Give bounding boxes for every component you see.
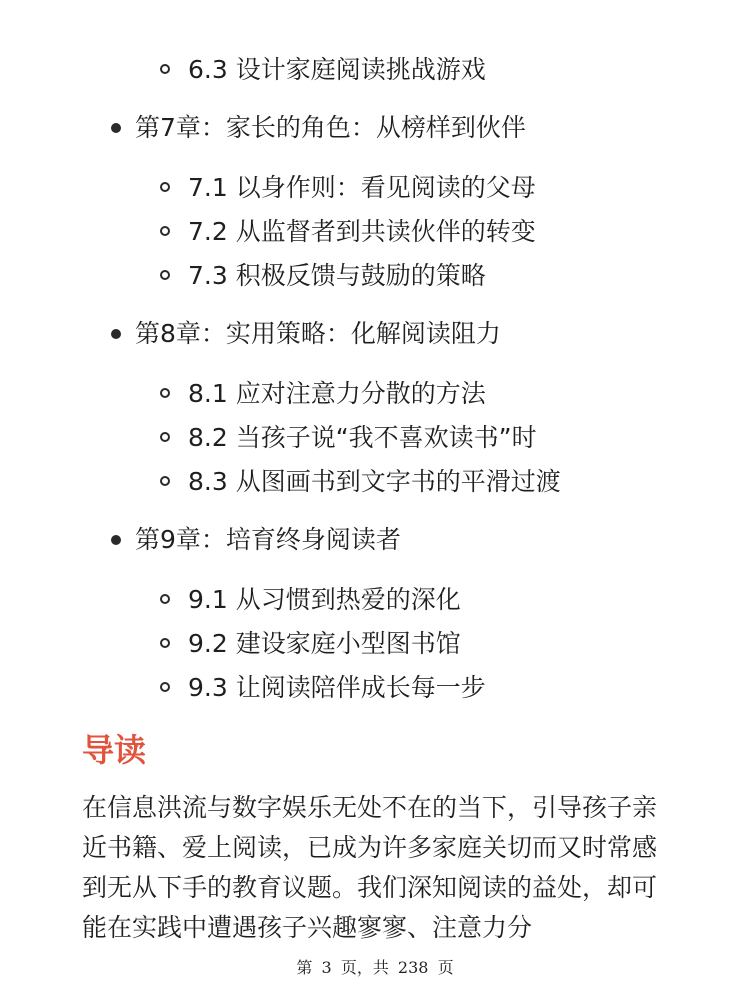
toc-subitem[interactable] xyxy=(0,166,750,210)
hollow-bullet-icon xyxy=(160,64,170,74)
toc-chapter-label: 第9章：培育终身阅读者 xyxy=(135,525,401,554)
toc-subitem-label: 8.3 从图画书到文字书的平滑过渡 xyxy=(188,467,561,496)
footer-mid: 页，共 xyxy=(340,958,389,977)
current-page-number: 3 xyxy=(321,958,332,977)
toc-chapter[interactable] xyxy=(0,518,750,562)
toc-subitem-label: 9.1 从习惯到热爱的深化 xyxy=(188,585,461,614)
hollow-bullet-icon xyxy=(160,432,170,442)
toc-subitem[interactable] xyxy=(0,578,750,622)
hollow-bullet-icon xyxy=(160,594,170,604)
body-paragraph: 在信息洪流与数字娱乐无处不在的当下，引导孩子亲近书籍、爱上阅读，已成为许多家庭关切而又时常感到无从下手的教育议题。我们深知阅读的益处，却可能在实践中遭遇孩子兴趣寥寥、注意力分 xyxy=(82,793,658,942)
toc-subitem-label: 7.1 以身作则：看见阅读的父母 xyxy=(188,173,536,202)
filled-bullet-icon xyxy=(111,329,121,339)
toc-subitem-label: 8.2 当孩子说“我不喜欢读书”时 xyxy=(188,423,537,452)
hollow-bullet-icon xyxy=(160,388,170,398)
hollow-bullet-icon xyxy=(160,476,170,486)
hollow-bullet-icon xyxy=(160,638,170,648)
filled-bullet-icon xyxy=(111,535,121,545)
toc-subitem-label: 6.3 设计家庭阅读挑战游戏 xyxy=(188,55,486,84)
toc-subitem[interactable] xyxy=(0,622,750,666)
section-heading: 导读 xyxy=(82,731,147,769)
filled-bullet-icon xyxy=(111,123,121,133)
toc-chapter[interactable] xyxy=(0,106,750,150)
toc-subitem[interactable] xyxy=(0,210,750,254)
toc-subitem[interactable] xyxy=(0,666,750,710)
toc-subitem-label: 9.2 建设家庭小型图书馆 xyxy=(188,629,461,658)
toc-subitem[interactable] xyxy=(0,460,750,504)
toc-chapter[interactable] xyxy=(0,312,750,356)
toc-subitem-label: 9.3 让阅读陪伴成长每一步 xyxy=(188,673,486,702)
toc-subitem[interactable] xyxy=(0,416,750,460)
toc-subitem-label: 8.1 应对注意力分散的方法 xyxy=(188,379,486,408)
page-footer xyxy=(0,956,750,980)
toc-subitem[interactable] xyxy=(0,254,750,298)
footer-suffix: 页 xyxy=(437,958,454,977)
toc-subitem-label: 7.2 从监督者到共读伙伴的转变 xyxy=(188,217,536,246)
toc-subitem[interactable] xyxy=(0,48,750,92)
toc-subitem-label: 7.3 积极反馈与鼓励的策略 xyxy=(188,261,486,290)
hollow-bullet-icon xyxy=(160,682,170,692)
footer-prefix: 第 xyxy=(296,958,313,977)
toc-chapter-label: 第7章：家长的角色：从榜样到伙伴 xyxy=(135,113,526,142)
toc-subitem[interactable] xyxy=(0,372,750,416)
total-page-count: 238 xyxy=(397,958,429,977)
hollow-bullet-icon xyxy=(160,270,170,280)
hollow-bullet-icon xyxy=(160,182,170,192)
toc-chapter-label: 第8章：实用策略：化解阅读阻力 xyxy=(135,319,501,348)
hollow-bullet-icon xyxy=(160,226,170,236)
table-of-contents xyxy=(0,48,750,710)
